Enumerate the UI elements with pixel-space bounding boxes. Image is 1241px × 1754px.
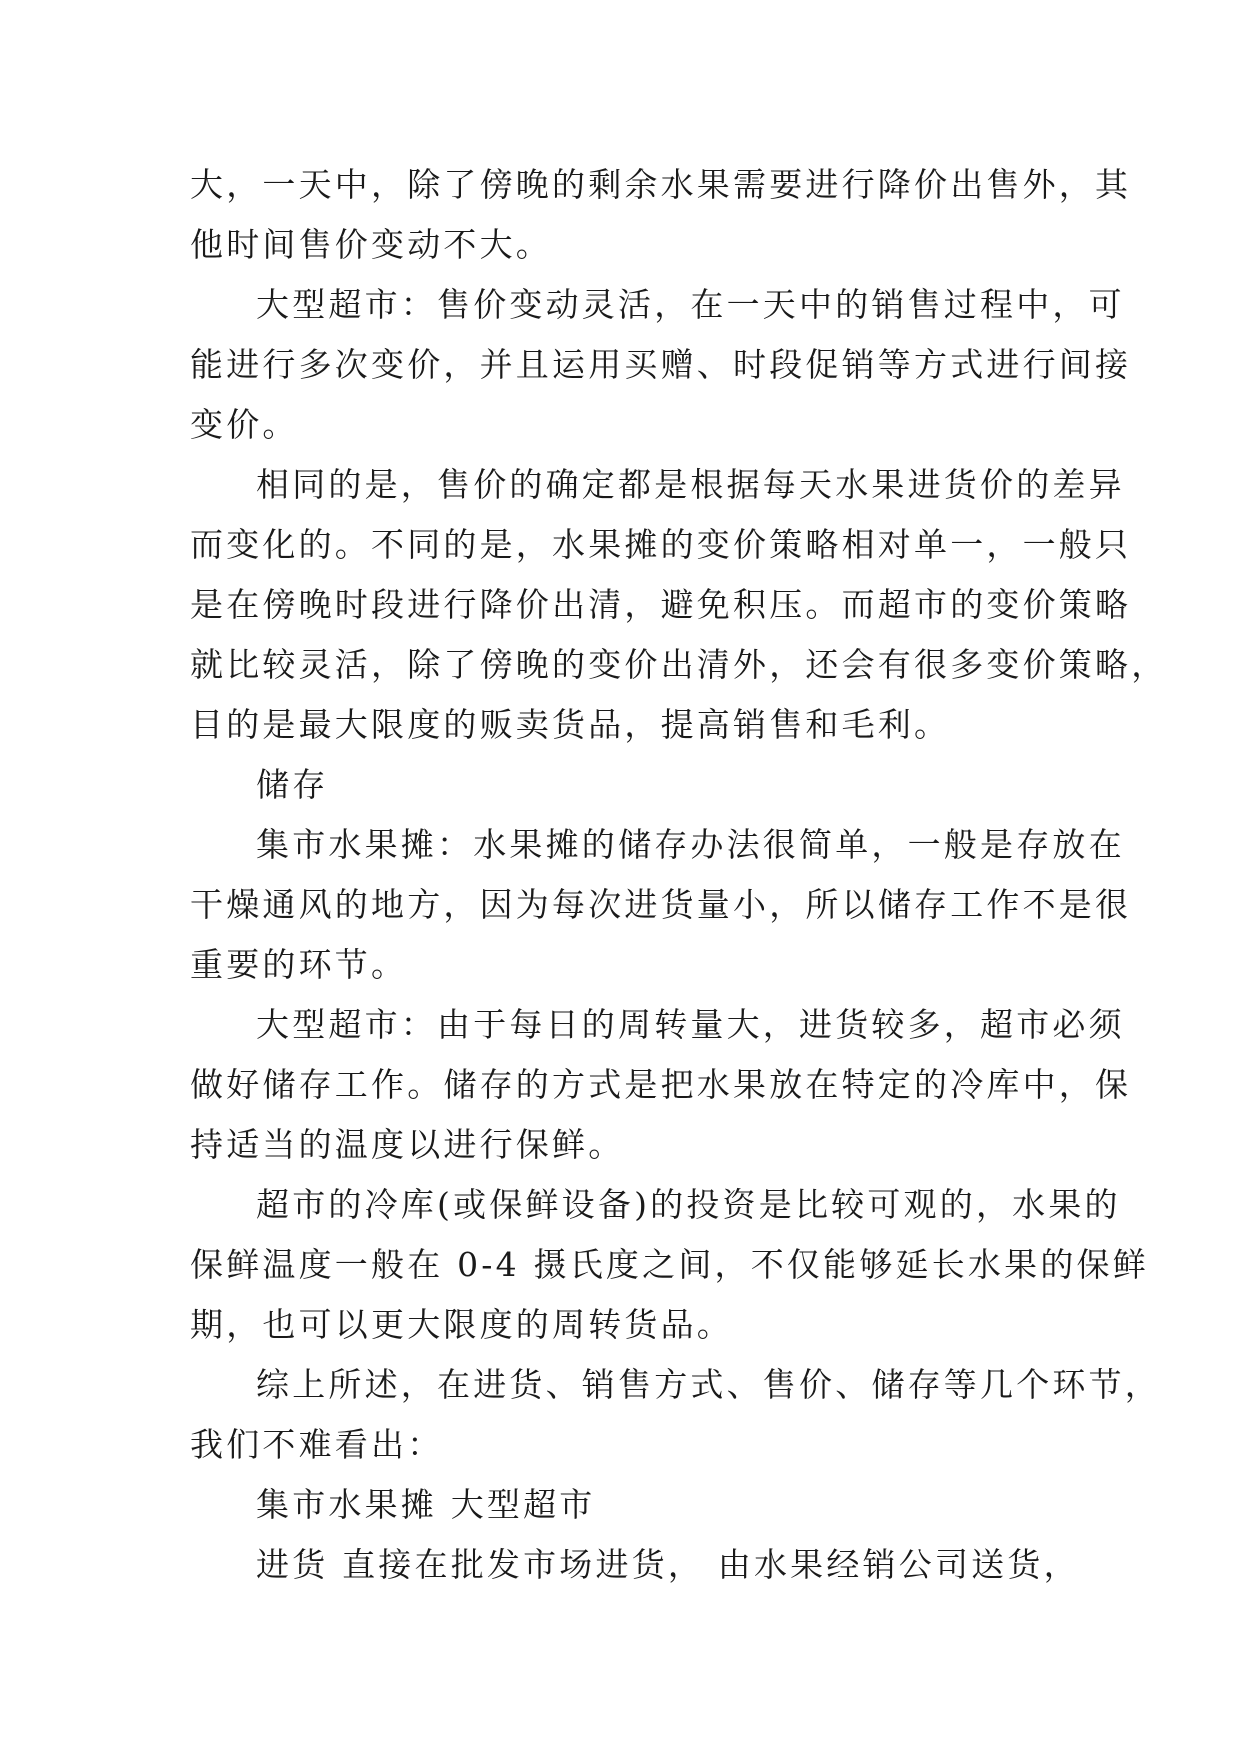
text-line: 综上所述，在进货、销售方式、售价、储存等几个环节， xyxy=(256,1365,1161,1404)
text-line: 干燥通风的地方，因为每次进货量小，所以储存工作不是很 xyxy=(190,885,1132,924)
table-row-line: 进货 直接在批发市场进货， 由水果经销公司送货， xyxy=(256,1545,1080,1584)
text-line: 重要的环节。 xyxy=(190,945,408,984)
text-line: 就比较灵活，除了傍晚的变价出清外，还会有很多变价策略， xyxy=(190,645,1168,684)
text-line: 他时间售价变动不大。 xyxy=(190,225,552,264)
text-line: 相同的是，售价的确定都是根据每天水果进货价的差异 xyxy=(256,465,1125,504)
text-line: 做好储存工作。储存的方式是把水果放在特定的冷库中，保 xyxy=(190,1065,1132,1104)
text-line: 超市的冷库(或保鲜设备)的投资是比较可观的，水果的 xyxy=(256,1185,1121,1224)
text-line: 持适当的温度以进行保鲜。 xyxy=(190,1125,625,1164)
text-line: 保鲜温度一般在 0-4 摄氏度之间，不仅能够延长水果的保鲜 xyxy=(190,1245,1149,1284)
table-header-line: 集市水果摊 大型超市 xyxy=(256,1485,596,1524)
text-line: 能进行多次变价，并且运用买赠、时段促销等方式进行间接 xyxy=(190,345,1132,384)
text-line: 我们不难看出： xyxy=(190,1425,444,1464)
section-heading: 储存 xyxy=(256,765,329,804)
text-line: 大型超市：由于每日的周转量大，进货较多，超市必须 xyxy=(256,1005,1125,1044)
text-line: 期，也可以更大限度的周转货品。 xyxy=(190,1305,733,1344)
text-line: 而变化的。不同的是，水果摊的变价策略相对单一，一般只 xyxy=(190,525,1132,564)
text-line: 变价。 xyxy=(190,405,299,444)
text-line: 大，一天中，除了傍晚的剩余水果需要进行降价出售外，其 xyxy=(190,165,1132,204)
text-line: 目的是最大限度的贩卖货品，提高销售和毛利。 xyxy=(190,705,951,744)
text-line: 集市水果摊：水果摊的储存办法很简单，一般是存放在 xyxy=(256,825,1125,864)
text-line: 大型超市：售价变动灵活，在一天中的销售过程中，可 xyxy=(256,285,1125,324)
text-line: 是在傍晚时段进行降价出清，避免积压。而超市的变价策略 xyxy=(190,585,1132,624)
